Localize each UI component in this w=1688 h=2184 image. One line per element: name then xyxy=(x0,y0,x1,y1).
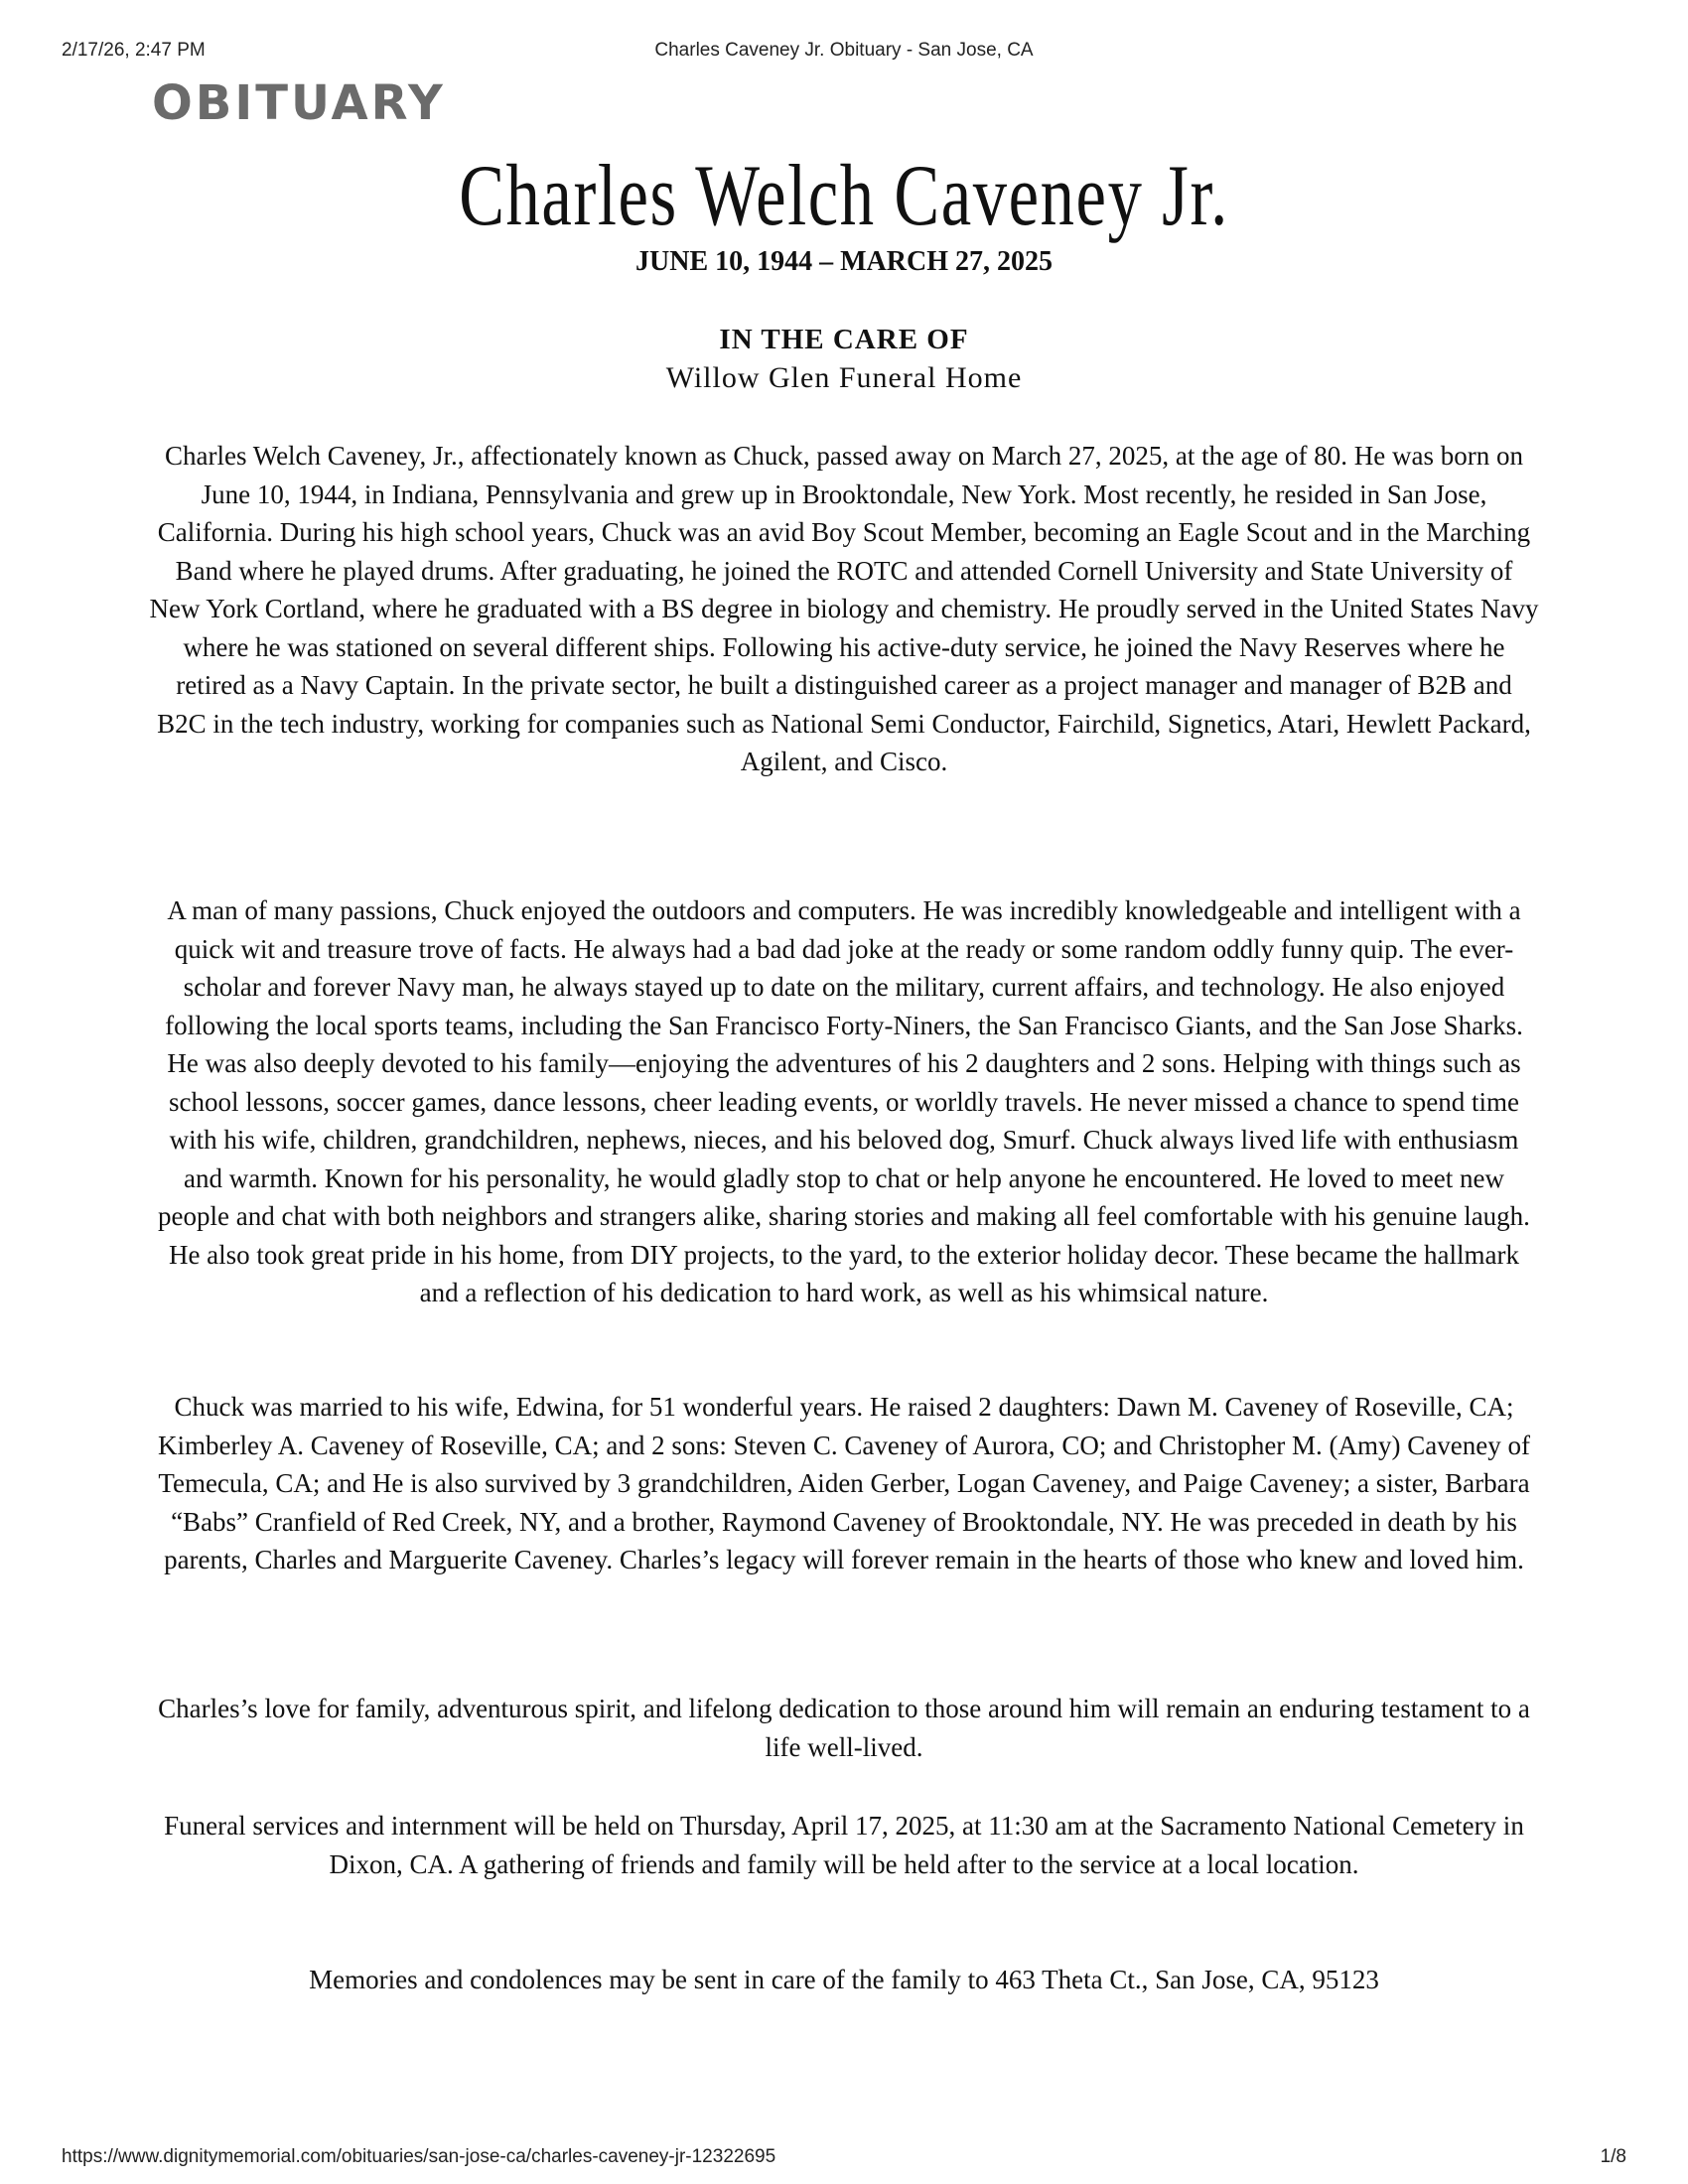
funeral-home-name: Willow Glen Funeral Home xyxy=(665,361,1023,394)
print-footer xyxy=(0,2146,1688,2172)
obituary-paragraph-biography: Charles Welch Caveney, Jr., affectionately known as Chuck, passed away on March 27, 2025, at the age of 80. He was born on June 10, 1944, in Indiana, Pennsylvania and grew up in Brooktondale, New York. Most recently, he resided in San Jose, California. During his high school years, Chuck was an avid Boy Scout Member, becoming an Eagle Scout and in the Marching Band where he played drums. After graduating, he joined the ROTC and attended Cornell University and State University of New York Cortland, where he graduated with a BS degree in biology and chemistry. He proudly served in the United States Navy where he was stationed on several different ships. Following his active-duty service, he joined the Navy Reserves where he retired as a Navy Captain. In the private sector, he built a distinguished career as a project manager and manager of B2B and B2C in the tech industry, working for companies such as National Semi Conductor, Fairchild, Signetics, Atari, Hewlett Packard, Agilent, and Cisco. xyxy=(149,441,1539,776)
obituary-label: OBITUARY xyxy=(152,75,446,131)
obituary-paragraph-condolences: Memories and condolences may be sent in care of the family to 463 Theta Ct., San Jose, CA, 95123 xyxy=(309,1965,1379,1994)
obituary-paragraph-services: Funeral services and internment will be held on Thursday, April 17, 2025, at 11:30 am at the Sacramento National Cemetery in Dixon, CA. A gathering of friends and family will be held after to the service at a local location. xyxy=(164,1811,1524,1879)
deceased-name: Charles Welch Caveney Jr. xyxy=(459,148,1229,244)
obituary-paragraph-legacy: Charles’s love for family, adventurous spirit, and lifelong dedication to those around him will remain an enduring testament to a life well-lived. xyxy=(158,1694,1530,1762)
obituary-paragraph-passions: A man of many passions, Chuck enjoyed the outdoors and computers. He was incredibly knowledgeable and intelligent with a quick wit and treasure trove of facts. He always had a bad dad joke at the ready or some random oddly funny quip. The ever-scholar and forever Navy man, he always stayed up to date on the military, current affairs, and technology. He also enjoyed following the local sports teams, including the San Francisco Forty-Niners, the San Francisco Giants, and the San Jose Sharks. He was also deeply devoted to his family—enjoying the adventures of his 2 daughters and 2 sons. Helping with things such as school lessons, soccer games, dance lessons, cheer leading events, or worldly travels. He never missed a chance to spend time with his wife, children, grandchildren, nephews, nieces, and his beloved dog, Smurf. Chuck always lived life with enthusiasm and warmth. Known for his personality, he would gladly stop to chat or help anyone he encountered. He loved to meet new people and chat with both neighbors and strangers alike, sharing stories and making all feel comfortable with his genuine laugh. He also took great pride in his home, from DIY projects, to the yard, to the exterior holiday decor. These became the hallmark and a reflection of his dedication to hard work, as well as his whimsical nature. xyxy=(158,895,1530,1307)
obituary-paragraph-family: Chuck was married to his wife, Edwina, for 51 wonderful years. He raised 2 daughters: Dawn M. Caveney of Roseville, CA; Kimberley A. Caveney of Roseville, CA; and 2 sons: Steven C. Caveney of Aurora, CO; and Christopher M. (Amy) Caveney of Temecula, CA; and He is also survived by 3 grandchildren, Aiden Gerber, Logan Caveney, and Paige Caveney; a sister, Barbara “Babs” Cranfield of Red Creek, NY, and a brother, Raymond Caveney of Brooktondale, NY. He was preceded in death by his parents, Charles and Marguerite Caveney. Charles’s legacy will forever remain in the hearts of those who knew and loved him. xyxy=(157,1392,1530,1574)
care-of-label: IN THE CARE OF xyxy=(719,324,969,355)
print-datetime: 2/17/26, 2:47 PM xyxy=(62,40,206,61)
life-dates: JUNE 10, 1944 – MARCH 27, 2025 xyxy=(635,246,1053,277)
print-page-title: Charles Caveney Jr. Obituary - San Jose, CA xyxy=(654,40,1034,61)
page-url: https://www.dignitymemorial.com/obituaries/san-jose-ca/charles-caveney-jr-12322695 xyxy=(62,2146,776,2167)
print-header xyxy=(0,40,1688,68)
page-indicator: 1/8 xyxy=(1600,2146,1626,2167)
